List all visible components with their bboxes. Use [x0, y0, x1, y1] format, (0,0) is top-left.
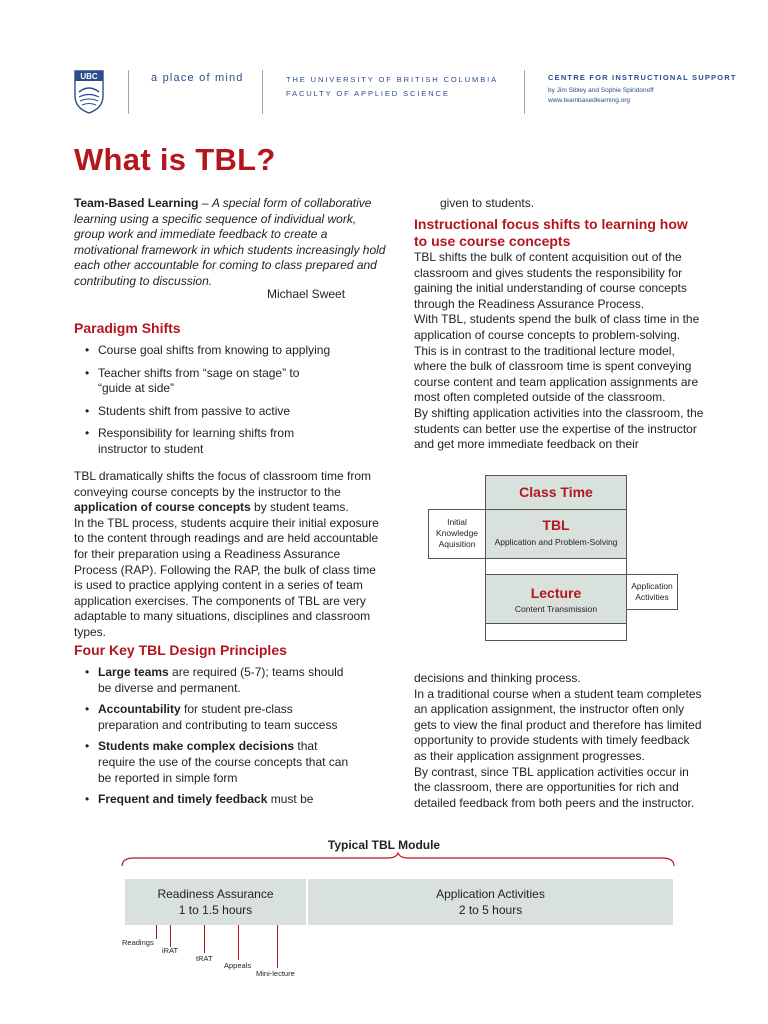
paragraph: By contrast, since TBL application activities occur in the classroom, there are opportunities for rich and detailed feedback from both peers and the instructor.	[414, 764, 695, 810]
module-title: Typical TBL Module	[327, 838, 441, 852]
paragraph: With TBL, students spend the bulk of class time in the application of course concepts to problem-solving. This is in contrast to the traditional lecture model, where the bulk of classroom time is spent conveying course content and team application assignments are most often completed outside of the classroom.	[414, 312, 700, 405]
module-brace	[120, 852, 676, 868]
aa-time: 2 to 5 hours	[458, 903, 523, 917]
lecture-sublabel: Content Transmission	[514, 604, 598, 614]
centre-url[interactable]: www.teambasedlearning.org	[548, 97, 631, 104]
paragraph: By shifting application activities into the classroom, the students can better use the expertise of the instructor and get more immediate feedback on their	[414, 405, 704, 452]
principle-text: for student pre-class preparation and contributing to team success	[98, 702, 338, 732]
lecture-box	[485, 574, 627, 624]
header-divider	[524, 70, 525, 114]
tick-label-irat: iRAT	[162, 946, 179, 955]
tick-irat	[170, 925, 171, 947]
faculty-line: FACULTY OF APPLIED SCIENCE	[286, 89, 450, 98]
class-time-box	[485, 475, 627, 510]
principle-term: Large teams	[98, 665, 169, 679]
paragraph: In a traditional course when a student team completes an application assignment, the instructor often only gets to view the final product and therefore has limited opportunity to provide students with timely feedback as their application assignment progresses.	[414, 686, 702, 763]
header-divider	[262, 70, 263, 114]
header-divider	[128, 70, 129, 114]
application-label: Application Activities	[631, 581, 673, 602]
tick-appeals	[238, 925, 239, 960]
class-time-label: Class Time	[519, 484, 593, 500]
tick-label-mini-lecture: Mini-lecture	[256, 969, 295, 978]
centre-authors: by Jim Sibley and Sophie Spiridonoff	[548, 87, 654, 94]
initial-knowledge-box	[428, 509, 486, 559]
continued-text: given to students.	[440, 196, 535, 210]
focus-text: by student teams.	[250, 500, 349, 515]
principle-term: Accountability	[98, 702, 181, 717]
tick-readings	[156, 925, 157, 939]
right-paragraphs	[414, 250, 704, 453]
tick-label-appeals: Appeals	[224, 961, 252, 970]
principle-term: Students make complex decisions	[98, 739, 295, 754]
focus-text: TBL dramatically shifts the focus of classroom time from conveying course concepts by the instructor to the	[74, 469, 371, 499]
university-name	[286, 73, 498, 101]
centre-title: CENTRE FOR INSTRUCTIONAL SUPPORT	[548, 73, 737, 82]
focus-text: In the TBL process, students acquire their initial exposure to the content through readings and are held accountable for their preparation using a Readiness Assurance Process (RAP). Following the RAP, the bulk of class time is used to practice applying content in a series of team application exercises. The components of TBL are very adaptable to many situations, disciplines and classroom types.	[74, 515, 379, 639]
intro-dash: –	[198, 196, 212, 210]
list-item	[74, 739, 349, 786]
tagline: a place of mind	[151, 72, 244, 84]
spacer-cell	[485, 558, 627, 575]
tick-label-readings: Readings	[122, 938, 154, 947]
list-item	[74, 792, 349, 808]
principles-heading: Four Key TBL Design Principles	[74, 642, 287, 658]
intro-attribution: Michael Sweet	[267, 287, 346, 301]
tick-mini-lecture	[277, 925, 278, 968]
principle-text: that require the use of the course concepts that can be reported in simple form	[98, 739, 349, 785]
list-item: • Responsibility for learning shifts from instructor to student	[74, 426, 344, 457]
intro-definition: A special form of collaborative learning using a specific sequence of individual work, group work and immediate feedback to create a motivational framework in which students increasingly hold each other accountable for coming to class prepared and contributing to discussion.	[74, 196, 386, 288]
focus-bold: application of course concepts	[74, 500, 251, 515]
intro-term: Team-Based Learning	[74, 196, 199, 210]
spacer-cell	[485, 623, 627, 641]
paradigm-list	[74, 343, 344, 458]
ra-label: Readiness Assurance	[157, 887, 274, 901]
aa-label: Application Activities	[436, 887, 545, 901]
tbl-sublabel: Application and Problem-Solving	[494, 537, 618, 547]
paragraph: decisions and thinking process.	[414, 671, 581, 685]
paradigm-heading: Paradigm Shifts	[74, 320, 181, 336]
principle-text: must be	[267, 792, 314, 807]
ubc-logo	[74, 70, 104, 114]
focus-heading: Instructional focus shifts to learning how to use course concepts	[414, 216, 688, 249]
tbl-box	[485, 509, 627, 559]
readiness-assurance-block	[125, 879, 306, 925]
list-item: • Students shift from passive to active	[74, 404, 344, 420]
list-item	[74, 702, 349, 733]
tick-trat	[204, 925, 205, 953]
principle-text: are required (5-7); teams should be diverse and permanent.	[98, 665, 344, 695]
university-line: THE UNIVERSITY OF BRITISH COLUMBIA	[286, 75, 498, 84]
page-title: What is TBL?	[74, 142, 276, 177]
paragraph: TBL shifts the bulk of content acquisition out of the classroom and gives students the responsibility for gaining the initial understanding of course concepts through the Readiness Assurance Process.	[414, 250, 687, 311]
tick-label-trat: tRAT	[196, 954, 213, 963]
principle-term: Frequent and timely feedback	[98, 792, 268, 807]
initial-knowledge-label: Initial Knowledge Aquisition	[435, 517, 479, 549]
class-time-diagram	[428, 475, 688, 643]
focus-paragraph	[74, 469, 386, 641]
application-box	[626, 574, 678, 610]
lecture-label: Lecture	[530, 585, 582, 601]
intro-paragraph	[74, 196, 386, 290]
list-item: • Course goal shifts from knowing to applying	[74, 343, 344, 359]
application-activities-block	[308, 879, 673, 925]
list-item	[74, 665, 349, 696]
ra-time: 1 to 1.5 hours	[178, 903, 253, 917]
logo-text: UBC	[80, 72, 98, 81]
tbl-label: TBL	[542, 517, 570, 533]
right-paragraphs-lower	[414, 671, 704, 811]
list-item: • Teacher shifts from “sage on stage” to “guide at side”	[74, 366, 344, 397]
principles-list	[74, 665, 349, 808]
